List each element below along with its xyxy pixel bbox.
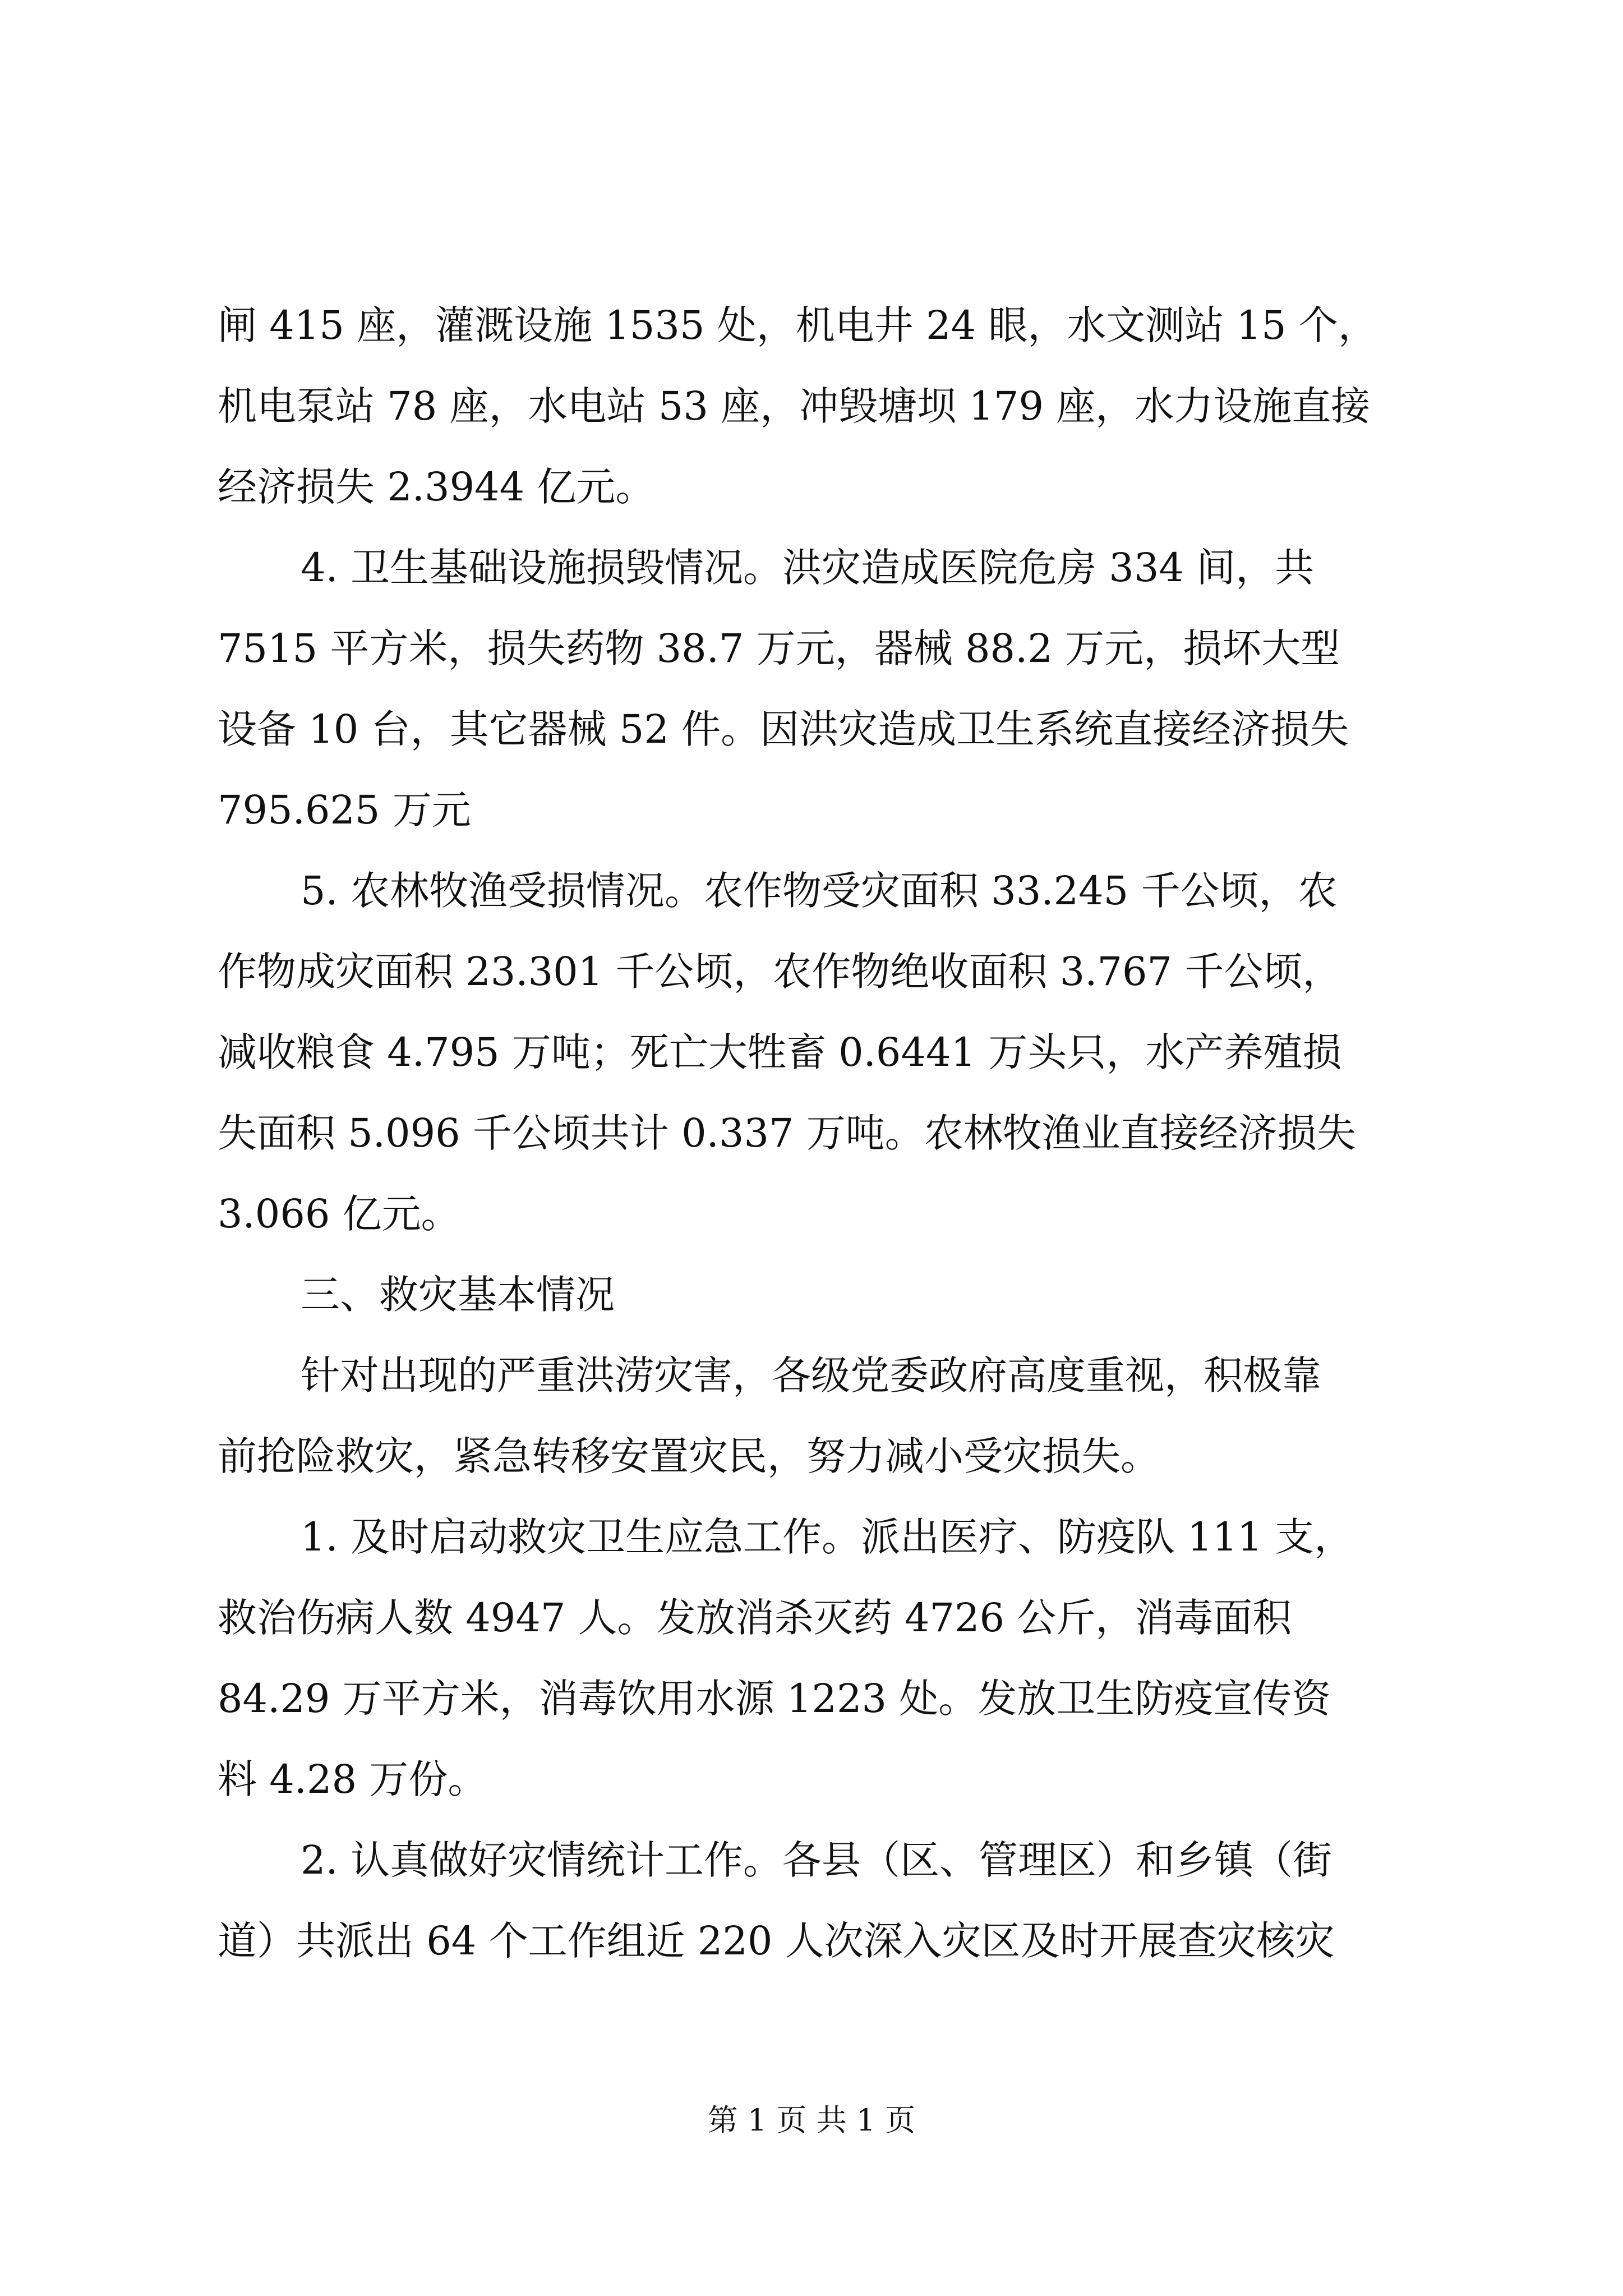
text-line: 795.625 万元 — [218, 787, 471, 833]
text-line: 作物成灾面积 23.301 千公顷，农作物绝收面积 3.767 千公顷， — [218, 949, 1342, 995]
paragraph-start: 1. 及时启动救灾卫生应急工作。派出医疗、防疫队 111 支， — [301, 1514, 1354, 1560]
paragraph-start: 5. 农林牧渔受损情况。农作物受灾面积 33.245 千公顷，农 — [301, 868, 1338, 914]
paragraph-start: 针对出现的严重洪涝灾害，各级党委政府高度重视，积极靠 — [301, 1352, 1321, 1398]
page-footer: 第 1 页 共 1 页 — [707, 2102, 916, 2138]
text-line: 减收粮食 4.795 万吨；死亡大牲畜 0.6441 万头只，水产养殖损 — [218, 1029, 1342, 1075]
text-line: 7515 平方米，损失药物 38.7 万元，器械 88.2 万元，损坏大型 — [218, 625, 1340, 671]
text-line: 经济损失 2.3944 亿元。 — [218, 464, 655, 510]
paragraph-start: 4. 卫生基础设施损毁情况。洪灾造成医院危房 334 间，共 — [301, 545, 1315, 591]
text-line: 救治伤病人数 4947 人。发放消杀灭药 4726 公斤，消毒面积 — [218, 1595, 1292, 1641]
text-line: 道）共派出 64 个工作组近 220 人次深入灾区及时开展查灾核灾 — [218, 1918, 1335, 1964]
document-body — [218, 285, 1412, 1981]
text-line: 失面积 5.096 千公顷共计 0.337 万吨。农林牧渔业直接经济损失 — [218, 1110, 1356, 1156]
text-line: 3.066 亿元。 — [218, 1191, 460, 1237]
text-line: 料 4.28 万份。 — [218, 1756, 487, 1802]
text-line: 闸 415 座，灌溉设施 1535 处，机电井 24 眼，水文测站 15 个， — [218, 302, 1377, 348]
paragraph-start: 2. 认真做好灾情统计工作。各县（区、管理区）和乡镇（街 — [301, 1837, 1332, 1883]
text-line: 设备 10 台，其它器械 52 件。因洪灾造成卫生系统直接经济损失 — [218, 706, 1349, 752]
text-line: 84.29 万平方米，消毒饮用水源 1223 处。发放卫生防疫宣传资 — [218, 1676, 1331, 1722]
text-line: 机电泵站 78 座，水电站 53 座，冲毁塘坝 179 座，水力设施直接 — [218, 383, 1371, 429]
section-heading: 三、救灾基本情况 — [301, 1272, 615, 1318]
text-line: 前抢险救灾，紧急转移安置灾民，努力减小受灾损失。 — [218, 1433, 1160, 1479]
